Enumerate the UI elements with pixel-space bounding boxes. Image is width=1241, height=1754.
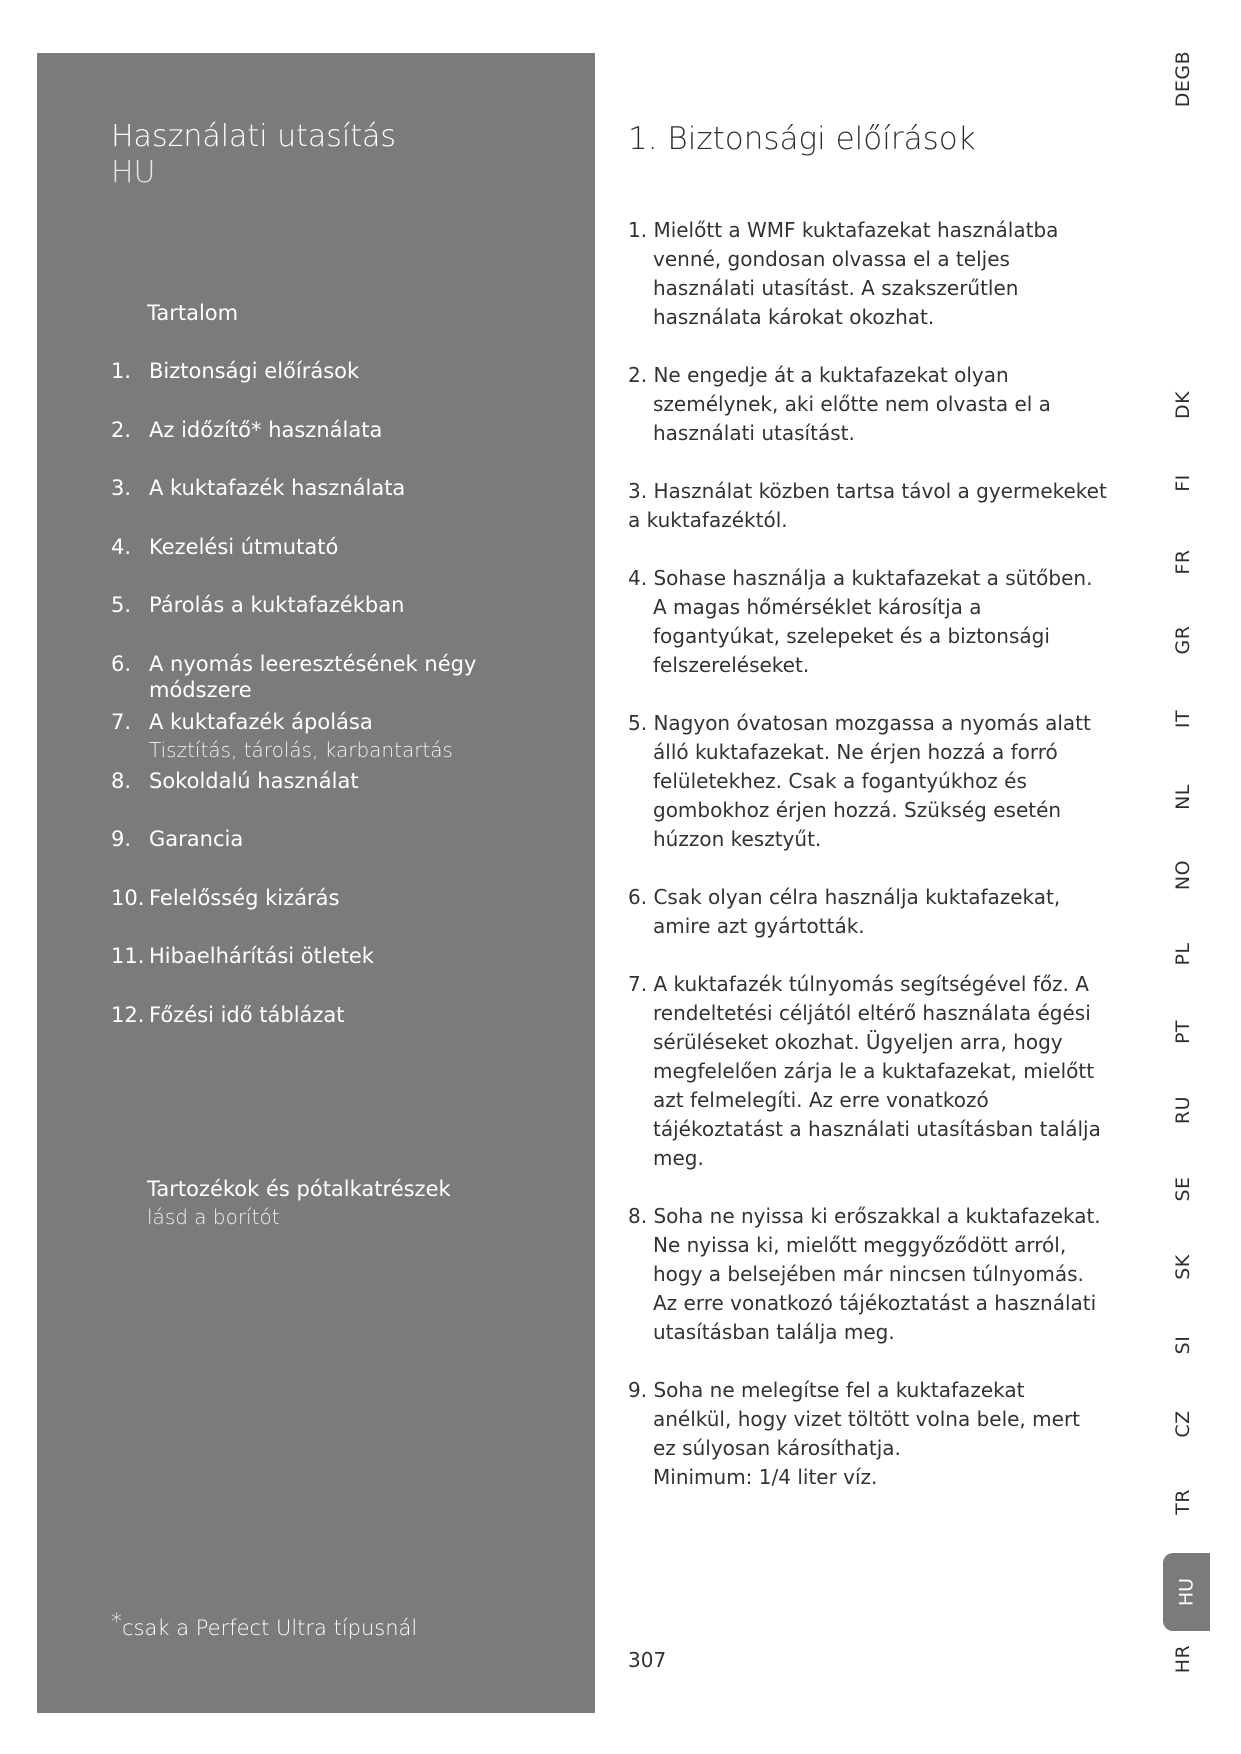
safety-rule: 3. Használat közben tartsa távol a gyermekeket a kuktafazéktól. <box>628 479 1107 532</box>
language-tab-degb[interactable]: DEGB <box>1172 50 1194 108</box>
accessories-note <box>147 1175 451 1231</box>
toc-item[interactable] <box>111 768 581 827</box>
safety-rule: 8. Soha ne nyissa ki erőszakkal a kuktafazekat. Ne nyissa ki, mielőtt meggyőződött arról, hogy a belsejében már nincsen túlnyomás. Az erre vonatkozó tájékoztatást a használati utasításban találja meg. <box>628 1204 1101 1344</box>
toc-item[interactable] <box>111 943 581 1002</box>
toc-item[interactable] <box>111 592 581 651</box>
table-of-contents <box>111 358 581 1060</box>
language-tab-cz[interactable]: CZ <box>1172 1410 1194 1438</box>
footnote <box>111 1610 417 1640</box>
language-tab-pt[interactable]: PT <box>1172 1019 1194 1045</box>
toc-item[interactable] <box>111 475 581 534</box>
active-language-label: HU <box>1175 1577 1198 1607</box>
safety-rule: 6. Csak olyan célra használja kuktafazekat, amire azt gyártották. <box>628 885 1061 938</box>
language-tab-gr[interactable]: GR <box>1172 625 1194 655</box>
toc-item[interactable] <box>111 417 581 476</box>
toc-label: Felelősség kizárás <box>149 885 340 910</box>
page-number: 307 <box>628 1648 667 1672</box>
toc-number: 12. <box>111 1002 145 1027</box>
toc-number: 6. <box>111 651 132 676</box>
manual-language: HU <box>111 155 156 190</box>
language-tabs <box>1158 0 1218 1754</box>
toc-label: Hibaelhárítási ötletek <box>149 944 374 968</box>
language-tab-se[interactable]: SE <box>1172 1176 1194 1202</box>
safety-rule: 4. Sohase használja a kuktafazekat a sütőben. A magas hőmérséklet károsítja a fogantyúkat, szelepeket és a biztonsági felszereléseket. <box>628 566 1093 677</box>
toc-label: Sokoldalú használat <box>149 768 359 793</box>
language-tab-no[interactable]: NO <box>1172 859 1194 891</box>
toc-number: 1. <box>111 359 132 383</box>
toc-number: 4. <box>111 534 132 559</box>
accessories-title: Tartozékok és pótalkatrészek <box>147 1177 451 1201</box>
toc-label: Az időzítő* használata <box>149 417 383 442</box>
language-tab-dk[interactable]: DK <box>1172 390 1194 420</box>
safety-rule: 5. Nagyon óvatosan mozgassa a nyomás alatt álló kuktafazekat. Ne érjen hozzá a forró felületekhez. Csak a fogantyúkhoz és gombokhoz érjen hozzá. Szükség esetén húzzon kesztyűt. <box>628 711 1091 851</box>
toc-label: Biztonsági előírások <box>149 359 360 383</box>
toc-label: A kuktafazék ápolása <box>149 710 373 734</box>
toc-number: 9. <box>111 827 132 851</box>
language-tab-hu-active[interactable] <box>1163 1553 1210 1631</box>
toc-sublabel: Tisztítás, tárolás, karbantartás <box>149 738 453 762</box>
footnote-asterisk: * <box>111 1610 122 1635</box>
footnote-text: csak a Perfect Ultra típusnál <box>122 1616 418 1640</box>
safety-rule: 9. Soha ne melegítse fel a kuktafazekat anélkül, hogy vizet töltött volna bele, mert ez súlyosan károsíthatja. <box>628 1378 1081 1460</box>
toc-item[interactable] <box>111 1002 581 1061</box>
toc-number: 3. <box>111 476 132 500</box>
section-title: 1. Biztonsági előírások <box>628 121 976 157</box>
toc-heading: Tartalom <box>147 301 239 325</box>
language-tab-tr[interactable]: TR <box>1172 1489 1194 1515</box>
language-tab-hr[interactable]: HR <box>1172 1644 1194 1674</box>
safety-rule: 1. Mielőtt a WMF kuktafazekat használatba venné, gondosan olvassa el a teljes használati utasítást. A szakszerűtlen használata károkat okozhat. <box>628 218 1059 329</box>
toc-item[interactable] <box>111 885 581 944</box>
contents-sidebar <box>37 53 595 1713</box>
toc-number: 2. <box>111 417 132 442</box>
toc-number: 5. <box>111 593 132 617</box>
toc-number: 11. <box>111 944 145 968</box>
toc-label: Kezelési útmutató <box>149 534 339 559</box>
language-tab-fr[interactable]: FR <box>1172 549 1194 575</box>
toc-label: Garancia <box>149 827 244 851</box>
language-tab-it[interactable]: IT <box>1172 709 1194 729</box>
toc-label: A kuktafazék használata <box>149 476 406 500</box>
language-tab-pl[interactable]: PL <box>1172 942 1194 966</box>
toc-item[interactable] <box>111 826 581 885</box>
safety-rule: 2. Ne engedje át a kuktafazekat olyan személynek, aki előtte nem olvasta el a használati utasítást. <box>628 363 1051 445</box>
manual-title: Használati utasítás <box>111 119 396 154</box>
toc-label: Párolás a kuktafazékban <box>149 593 405 617</box>
toc-number: 7. <box>111 710 132 734</box>
language-tab-si[interactable]: SI <box>1172 1335 1194 1355</box>
toc-label: Főzési idő táblázat <box>149 1002 345 1027</box>
language-tab-sk[interactable]: SK <box>1172 1254 1194 1280</box>
toc-number: 8. <box>111 768 132 793</box>
toc-item[interactable] <box>111 358 581 417</box>
language-tab-ru[interactable]: RU <box>1172 1095 1194 1125</box>
toc-item[interactable] <box>111 534 581 593</box>
safety-rules-list <box>628 216 1108 1521</box>
toc-number: 10. <box>111 885 145 910</box>
toc-item[interactable] <box>111 709 581 768</box>
language-tab-nl[interactable]: NL <box>1172 784 1194 810</box>
accessories-subtitle: lásd a borítót <box>147 1205 280 1229</box>
safety-rule-note: Minimum: 1/4 liter víz. <box>653 1465 878 1489</box>
toc-item[interactable] <box>111 651 581 710</box>
safety-rule: 7. A kuktafazék túlnyomás segítségével főz. A rendeltetési céljától eltérő használata égési sérüléseket okozhat. Ügyeljen arra, hogy megfelelően zárja le a kuktafazekat, mielőtt azt felmelegíti. Az erre vonatkozó tájékoztatást a használati utasításban találja meg. <box>628 972 1101 1170</box>
toc-label: A nyomás leeresztésének négy módszere <box>149 651 477 702</box>
language-tab-fi[interactable]: FI <box>1172 474 1194 492</box>
